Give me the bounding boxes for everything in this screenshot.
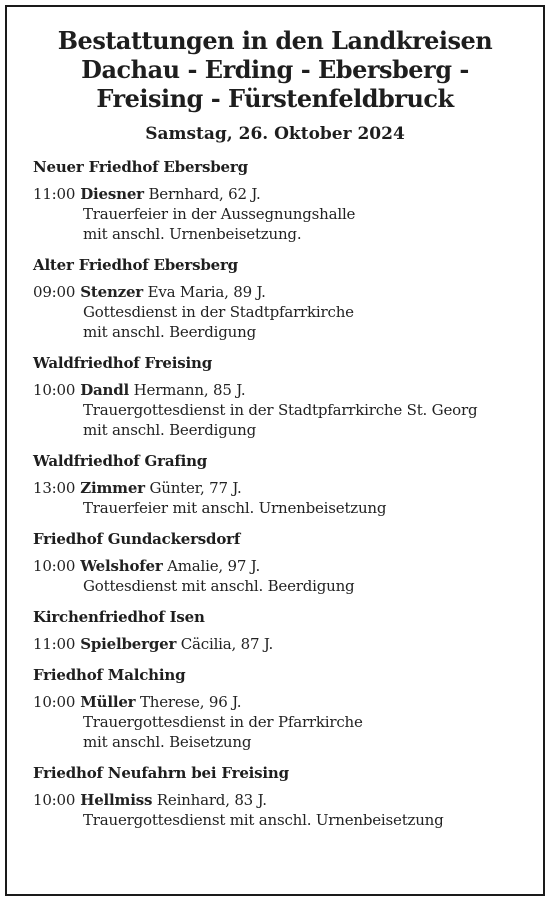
service-detail: Gottesdienst in der Stadtpfarrkirche bbox=[83, 303, 354, 321]
deceased-given-name-age: Reinhard, 83 J. bbox=[156, 791, 267, 809]
service-detail: Trauerfeier in der Aussegnungshalle bbox=[83, 205, 356, 223]
entry-headline bbox=[33, 692, 543, 712]
deceased-surname: Diesner bbox=[80, 185, 144, 203]
notice-date: Samstag, 26. Oktober 2024 bbox=[145, 124, 405, 144]
service-detail: Trauergottesdienst in der Stadtpfarrkirche St. Georg bbox=[83, 401, 478, 419]
cemetery-name: Friedhof Gundackersdorf bbox=[33, 530, 241, 548]
funeral-time: 11:00 bbox=[33, 185, 76, 203]
funeral-entry bbox=[33, 634, 543, 654]
cemetery-section bbox=[33, 762, 543, 830]
cemetery-section bbox=[33, 528, 543, 596]
funeral-time: 10:00 bbox=[33, 693, 76, 711]
funeral-entry bbox=[33, 692, 543, 752]
entry-headline bbox=[33, 634, 543, 654]
cemetery-name: Friedhof Neufahrn bei Freising bbox=[33, 764, 289, 782]
entry-headline bbox=[33, 184, 543, 204]
funeral-entry bbox=[33, 556, 543, 596]
funeral-list bbox=[33, 156, 543, 830]
service-detail: Trauergottesdienst in der Pfarrkirche bbox=[83, 713, 363, 731]
funeral-entry bbox=[33, 790, 543, 830]
funeral-entry bbox=[33, 380, 543, 440]
funeral-entry bbox=[33, 282, 543, 342]
deceased-surname: Welshofer bbox=[80, 557, 163, 575]
deceased-surname: Dandl bbox=[80, 381, 130, 399]
service-detail: Gottesdienst mit anschl. Beerdigung bbox=[83, 577, 355, 595]
service-detail: mit anschl. Beisetzung bbox=[83, 733, 252, 751]
deceased-surname: Müller bbox=[80, 693, 136, 711]
service-detail: Trauerfeier mit anschl. Urnenbeisetzung bbox=[83, 499, 387, 517]
funeral-entry bbox=[33, 478, 543, 518]
cemetery-name: Alter Friedhof Ebersberg bbox=[33, 256, 238, 274]
funeral-time: 10:00 bbox=[33, 381, 76, 399]
deceased-given-name-age: Hermann, 85 J. bbox=[133, 381, 246, 399]
cemetery-section bbox=[33, 352, 543, 440]
deceased-given-name-age: Amalie, 97 J. bbox=[167, 557, 261, 575]
entry-headline bbox=[33, 790, 543, 810]
cemetery-name: Waldfriedhof Grafing bbox=[33, 452, 208, 470]
cemetery-section bbox=[33, 450, 543, 518]
cemetery-name: Waldfriedhof Freising bbox=[33, 354, 212, 372]
deceased-surname: Hellmiss bbox=[80, 791, 153, 809]
deceased-given-name-age: Cäcilia, 87 J. bbox=[180, 635, 274, 653]
funeral-entry bbox=[33, 184, 543, 244]
cemetery-section bbox=[33, 254, 543, 342]
service-detail: mit anschl. Urnenbeisetzung. bbox=[83, 225, 302, 243]
cemetery-name: Neuer Friedhof Ebersberg bbox=[33, 158, 248, 176]
service-detail: mit anschl. Beerdigung bbox=[83, 421, 256, 439]
entry-headline bbox=[33, 478, 543, 498]
deceased-surname: Spielberger bbox=[80, 635, 177, 653]
deceased-given-name-age: Günter, 77 J. bbox=[149, 479, 242, 497]
cemetery-name: Friedhof Malching bbox=[33, 666, 186, 684]
deceased-surname: Stenzer bbox=[80, 283, 144, 301]
notice-header bbox=[7, 26, 543, 145]
cemetery-section bbox=[33, 156, 543, 244]
cemetery-section bbox=[33, 664, 543, 752]
title-line-3: Freising - Fürstenfeldbruck bbox=[96, 84, 454, 113]
deceased-given-name-age: Bernhard, 62 J. bbox=[148, 185, 261, 203]
funeral-time: 11:00 bbox=[33, 635, 76, 653]
funeral-time: 10:00 bbox=[33, 791, 76, 809]
service-detail: mit anschl. Beerdigung bbox=[83, 323, 256, 341]
deceased-given-name-age: Eva Maria, 89 J. bbox=[147, 283, 266, 301]
entry-headline bbox=[33, 380, 543, 400]
funeral-time: 10:00 bbox=[33, 557, 76, 575]
funeral-time: 09:00 bbox=[33, 283, 76, 301]
deceased-given-name-age: Therese, 96 J. bbox=[139, 693, 242, 711]
notice-frame bbox=[5, 5, 545, 896]
title-line-2: Dachau - Erding - Ebersberg - bbox=[81, 55, 469, 84]
funeral-time: 13:00 bbox=[33, 479, 76, 497]
title-line-1: Bestattungen in den Landkreisen bbox=[57, 26, 493, 55]
service-detail: Trauergottesdienst mit anschl. Urnenbeisetzung bbox=[83, 811, 444, 829]
entry-headline bbox=[33, 282, 543, 302]
deceased-surname: Zimmer bbox=[80, 479, 145, 497]
entry-headline bbox=[33, 556, 543, 576]
cemetery-section bbox=[33, 606, 543, 654]
cemetery-name: Kirchenfriedhof Isen bbox=[33, 608, 205, 626]
